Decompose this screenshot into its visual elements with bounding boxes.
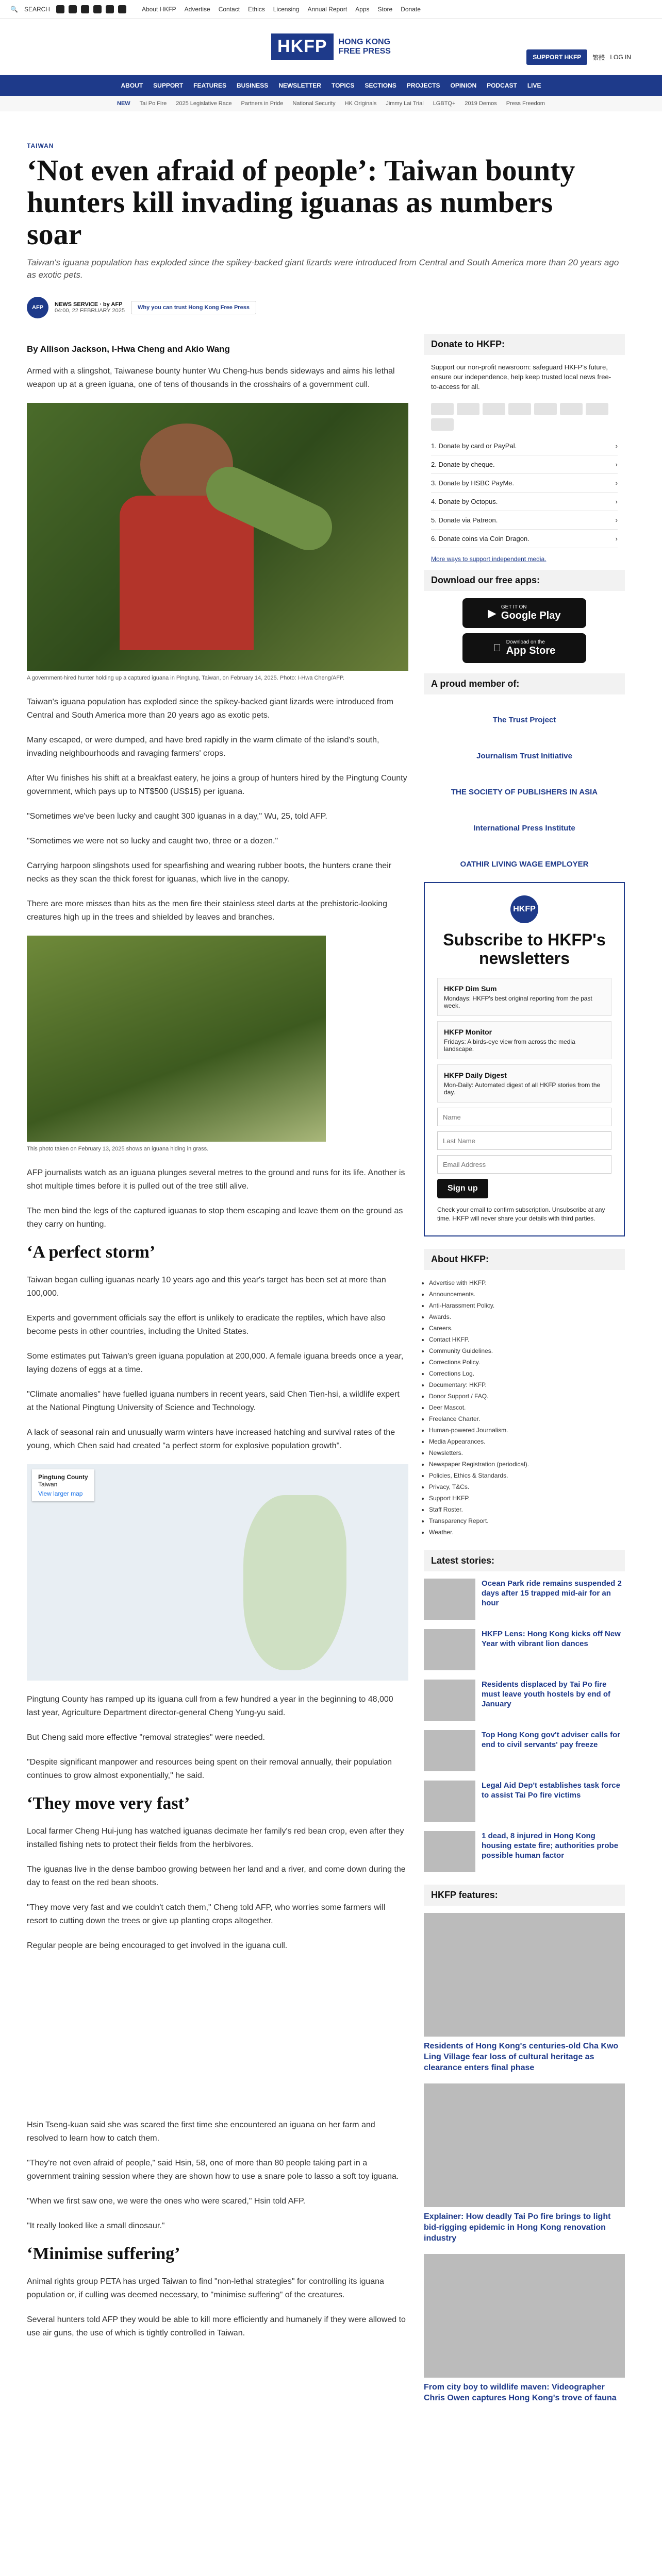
article-meta: [27, 297, 656, 318]
subnav-item[interactable]: 2025 Legislative Race: [176, 100, 232, 107]
feature-title: Explainer: How deadly Tai Po fire brings to light bid-rigging epidemic in Hong Kong renovation industry: [424, 2212, 611, 2243]
donate-option-label: 1. Donate by card or PayPal.: [431, 442, 517, 450]
newsletter-option-desc: Mondays: HKFP's best original reporting from the past week.: [444, 995, 592, 1009]
latest-story[interactable]: [424, 1579, 625, 1620]
latest-story[interactable]: [424, 1730, 625, 1771]
donate-option[interactable]: [431, 530, 618, 548]
nav-item[interactable]: PROJECTS: [406, 82, 440, 89]
paragraph: "They move very fast and we couldn't catch them," Cheng told AFP, who worries some farmers will resort to cutting down the trees or give up planting crops altogether.: [27, 1903, 386, 1925]
astore-small: Download on the: [502, 639, 541, 645]
nav-item[interactable]: NEWSLETTER: [278, 82, 321, 89]
nav-item[interactable]: BUSINESS: [236, 82, 269, 89]
search-icon[interactable]: 🔍: [10, 5, 18, 13]
donate-option-label: 3. Donate by HSBC PayMe.: [431, 479, 515, 487]
newsletter-option[interactable]: [437, 978, 611, 1016]
newsletter-option-title: HKFP Daily Digest: [444, 1071, 507, 1079]
about-link[interactable]: • Anti-Harassment Policy.: [429, 1300, 625, 1311]
paragraph: "When we first saw one, we were the ones who were scared," Hsin told AFP.: [27, 2197, 306, 2206]
article-tag[interactable]: TAIWAN: [27, 142, 54, 149]
paragraph: Taiwan's iguana population has exploded since the spikey-backed giant lizards were introduced from Central and South America more than 20 years ago as exotic pets.: [27, 698, 394, 720]
about-link[interactable]: • Donor Support / FAQ.: [429, 1391, 625, 1402]
top-bar: [0, 0, 662, 19]
gplay-small: GET IT ON: [501, 604, 527, 610]
latest-story[interactable]: [424, 1781, 625, 1822]
about-link[interactable]: • Advertise with HKFP.: [429, 1277, 625, 1289]
about-link[interactable]: • Freelance Charter.: [429, 1413, 625, 1425]
chevron-right-icon: ›: [615, 442, 618, 450]
latest-story[interactable]: [424, 1831, 625, 1872]
support-button[interactable]: SUPPORT HKFP: [526, 49, 587, 65]
about-link[interactable]: • Careers.: [429, 1323, 625, 1334]
paragraph: Taiwan began culling iguanas nearly 10 years ago and this year's target has been set at more than 100,000.: [27, 1276, 386, 1298]
main-nav: [0, 75, 662, 96]
applepay-icon: [534, 403, 557, 415]
meta-date: 04:00, 22 FEBRUARY 2025: [55, 308, 125, 314]
logo-line-2: FREE PRESS: [338, 46, 391, 56]
paragraph: Several hunters told AFP they would be able to kill more efficiently and humanely if they were allowed to use air guns, the use of which is tightly controlled in Taiwan.: [27, 2315, 406, 2337]
login-link[interactable]: LOG IN: [610, 54, 631, 61]
apple-icon: [493, 642, 501, 654]
amex-icon: [508, 403, 531, 415]
about-link[interactable]: • Corrections Policy.: [429, 1357, 625, 1368]
latest-heading: Latest stories:: [424, 1550, 625, 1571]
chevron-right-icon: ›: [615, 516, 618, 524]
chevron-right-icon: ›: [615, 498, 618, 505]
payment-icons: [424, 403, 625, 431]
chevron-right-icon: ›: [615, 461, 618, 468]
googlepay-icon: [560, 403, 583, 415]
feature-story[interactable]: [424, 2083, 625, 2244]
subnav-item[interactable]: HK Originals: [344, 100, 377, 107]
about-link[interactable]: • Transparency Report.: [429, 1515, 625, 1527]
paypal-icon: [483, 403, 505, 415]
paragraph: "Sometimes we were not so lucky and caught two, three or a dozen.": [27, 837, 278, 845]
donate-more-link[interactable]: More ways to support independent media.: [431, 555, 547, 563]
paragraph: Local farmer Cheng Hui-jung has watched iguanas decimate her family's red bean crop, even after they installed fishing nets to protect their fields from the herbivores.: [27, 1827, 404, 1849]
linkedin-icon[interactable]: [118, 5, 126, 13]
instagram-icon[interactable]: [81, 5, 89, 13]
trust-button[interactable]: Why you can trust Hong Kong Free Press: [131, 301, 256, 314]
subnav-item[interactable]: Jimmy Lai Trial: [386, 100, 424, 107]
iguana-grass-photo: [27, 936, 326, 1142]
social-icons: [56, 5, 126, 13]
nav-item[interactable]: SECTIONS: [365, 82, 396, 89]
subnav-item[interactable]: LGBTQ+: [433, 100, 456, 107]
member-heading: A proud member of:: [424, 673, 625, 694]
story-thumbnail: [424, 1730, 475, 1771]
paragraph: The men bind the legs of the captured iguanas to stop them escaping and leave them on the ground as they carry on hunting.: [27, 1207, 403, 1229]
story-thumbnail: [424, 1579, 475, 1620]
search-link[interactable]: SEARCH: [24, 5, 50, 13]
ad-space: [27, 1964, 408, 2119]
story-thumbnail: [424, 1831, 475, 1872]
about-link[interactable]: • Newsletters.: [429, 1447, 625, 1459]
story-title: HKFP Lens: Hong Kong kicks off New Year with vibrant lion dances: [482, 1630, 621, 1648]
iguana-hunter-photo: [27, 403, 408, 671]
top-link[interactable]: Donate: [401, 5, 421, 13]
google-play-icon: ▶: [488, 607, 496, 619]
logo-line-1: HONG KONG: [338, 37, 391, 46]
paragraph: Regular people are being encouraged to get involved in the iguana cull.: [27, 1941, 288, 1950]
paragraph: Many escaped, or were dumped, and have bred rapidly in the warm climate of the island's south, invading neighbourhoods and ravaging farmers' crops.: [27, 736, 379, 758]
facebook-icon[interactable]: [56, 5, 64, 13]
article-standfirst: Taiwan's iguana population has exploded since the spikey-backed giant lizards were introduced from Central and South America more than 20 years ago as exotic pets.: [27, 258, 619, 280]
newsletter-option-desc: Mon-Daily: Automated digest of all HKFP stories from the day.: [444, 1081, 601, 1096]
paragraph: "It really looked like a small dinosaur.": [27, 2222, 165, 2230]
nav-item[interactable]: LIVE: [527, 82, 541, 89]
payme-icon: [431, 418, 454, 431]
member-logo[interactable]: THE SOCIETY OF PUBLISHERS IN ASIA: [451, 787, 598, 796]
masthead: [0, 19, 662, 75]
newsletter-box: [424, 882, 625, 1236]
paragraph: There are more misses than hits as the men fire their stainless steel darts at the prehistoric-looking creatures high up in the trees and shielded by leaves and branches.: [27, 900, 387, 922]
threads-icon[interactable]: [93, 5, 102, 13]
donate-option-label: 2. Donate by cheque.: [431, 461, 495, 468]
about-link[interactable]: • Privacy, T&Cs.: [429, 1481, 625, 1493]
donate-option-label: 4. Donate by Octopus.: [431, 498, 498, 505]
last-name-input[interactable]: Last Name: [437, 1131, 611, 1150]
feature-title: From city boy to wildlife maven: Videographer Chris Owen captures Hong Kong's trove of fauna: [424, 2383, 617, 2402]
visa-icon: [457, 403, 479, 415]
meta-author[interactable]: NEWS SERVICE · by AFP: [55, 301, 123, 308]
donate-heading: Donate to HKFP:: [424, 334, 625, 355]
donate-option[interactable]: [431, 455, 618, 474]
map-title: Pingtung County: [38, 1473, 88, 1481]
paragraph: A lack of seasonal rain and unusually warm winters have increased hatching and survival rates of the young, which Chen said had created "a perfect storm for explosive population growth".: [27, 1428, 395, 1450]
feature-title: Residents of Hong Kong's centuries-old Cha Kwo Ling Village fear loss of cultural heritage as clearance enters final phase: [424, 2042, 619, 2072]
nav-item[interactable]: FEATURES: [193, 82, 226, 89]
feature-image: [424, 1913, 625, 2037]
feature-story[interactable]: [424, 2254, 625, 2403]
apps-heading: Download our free apps:: [424, 570, 625, 591]
donate-option[interactable]: [431, 493, 618, 511]
latest-story[interactable]: [424, 1629, 625, 1670]
unionpay-icon: [586, 403, 608, 415]
story-thumbnail: [424, 1629, 475, 1670]
about-link[interactable]: • Awards.: [429, 1311, 625, 1323]
about-link[interactable]: • Community Guidelines.: [429, 1345, 625, 1357]
about-link[interactable]: • Staff Roster.: [429, 1504, 625, 1515]
google-play-button[interactable]: [462, 598, 586, 628]
paragraph: After Wu finishes his shift at a breakfast eatery, he joins a group of hunters hired by the Pingtung County government, which pays up to NT$500 (US$15) per iguana.: [27, 774, 407, 796]
paragraph: AFP journalists watch as an iguana plunges several metres to the ground and runs for its life. Another is shot multiple times before it is pulled out of the tree still alive.: [27, 1168, 405, 1191]
donate-option-label: 5. Donate via Patreon.: [431, 516, 498, 524]
subheading: ‘Minimise suffering’: [27, 2244, 180, 2263]
story-thumbnail: [424, 1680, 475, 1721]
photo-caption: A government-hired hunter holding up a captured iguana in Pingtung, Taiwan, on February 14, 2025. Photo: I-Hwa Cheng/AFP.: [27, 675, 344, 681]
paragraph: "They're not even afraid of people," said Hsin, 58, one of more than 80 people taking part in a government training session where they are shown how to use a snare pole to lasso a soft toy iguana.: [27, 2159, 399, 2181]
paragraph: Hsin Tseng-kuan said she was scared the first time she encountered an iguana on her farm and resolved to learn how to catch them.: [27, 2121, 375, 2143]
story-title: Ocean Park ride remains suspended 2 days after 15 trapped mid-air for an hour: [482, 1579, 622, 1607]
paragraph: Animal rights group PETA has urged Taiwan to find "non-lethal strategies" for controlling its iguana population or, if culling was deemed necessary, to "minimise suffering" of the creatures.: [27, 2277, 384, 2299]
paragraph: Armed with a slingshot, Taiwanese bounty hunter Wu Cheng-hus bends sideways and aims his lethal weapon up at a green iguana, one of tens of thousands in the crosshairs of a government cull.: [27, 367, 395, 389]
nav-item[interactable]: OPINION: [450, 82, 477, 89]
about-link[interactable]: • Support HKFP.: [429, 1493, 625, 1504]
nav-item[interactable]: ABOUT: [121, 82, 143, 89]
paragraph: "Despite significant manpower and resources being spent on their removal annually, their population continues to grow almost exponentially," he said.: [27, 1758, 392, 1780]
photo-caption: This photo taken on February 13, 2025 shows an iguana hiding in grass.: [27, 1146, 209, 1152]
mastercard-icon: [431, 403, 454, 415]
paragraph: "Sometimes we've been lucky and caught 300 iguanas in a day," Wu, 25, told AFP.: [27, 812, 327, 821]
about-link[interactable]: • Documentary: HKFP.: [429, 1379, 625, 1391]
top-link[interactable]: Ethics: [248, 5, 265, 13]
new-label: NEW: [117, 100, 130, 107]
story-title: Top Hong Kong gov't adviser calls for end to civil servants' pay freeze: [482, 1731, 621, 1749]
subnav-item[interactable]: Partners in Pride: [241, 100, 284, 107]
about-link[interactable]: • Weather.: [429, 1527, 625, 1538]
latest-story[interactable]: [424, 1680, 625, 1721]
map-larger-link[interactable]: View larger map: [38, 1490, 83, 1497]
member-logo[interactable]: Journalism Trust Initiative: [476, 751, 572, 760]
member-logo[interactable]: International Press Institute: [473, 823, 575, 833]
donate-text: Support our non-profit newsroom: safeguard HKFP's future, ensure our independence, help keep trusted local news free-to-access for all.: [431, 363, 611, 391]
paragraph: Experts and government officials say the effort is unlikely to eradicate the reptiles, which have also become pests in other countries, including the United States.: [27, 1314, 386, 1336]
logo-mark: HKFP: [271, 33, 334, 60]
newsletter-option[interactable]: [437, 1064, 611, 1103]
feature-image: [424, 2254, 625, 2378]
app-store-button[interactable]: [462, 633, 586, 663]
donate-option[interactable]: [431, 474, 618, 493]
story-thumbnail: [424, 1781, 475, 1822]
youtube-icon[interactable]: [106, 5, 114, 13]
hkfp-logo[interactable]: [271, 33, 391, 60]
top-link[interactable]: Contact: [218, 5, 240, 13]
feature-story[interactable]: [424, 1913, 625, 2073]
first-name-input[interactable]: Name: [437, 1108, 611, 1126]
story-title: Legal Aid Dep't establishes task force to assist Tai Po fire victims: [482, 1781, 620, 1800]
donate-option[interactable]: [431, 437, 618, 455]
sidebar: [424, 334, 625, 2414]
story-title: Residents displaced by Tai Po fire must leave youth hostels by end of January: [482, 1680, 611, 1708]
byline: By Allison Jackson, I-Hwa Cheng and Akio Wang: [27, 344, 230, 354]
chevron-right-icon: ›: [615, 479, 618, 487]
afp-avatar: AFP: [27, 297, 48, 318]
about-list: [424, 1277, 625, 1538]
subnav-item[interactable]: National Security: [292, 100, 336, 107]
about-link[interactable]: • Contact HKFP.: [429, 1334, 625, 1345]
top-link[interactable]: Licensing: [273, 5, 300, 13]
about-link[interactable]: • Policies, Ethics & Standards.: [429, 1470, 625, 1481]
subnav-item[interactable]: 2019 Demos: [465, 100, 497, 107]
about-link[interactable]: • Media Appearances.: [429, 1436, 625, 1447]
paragraph: Carrying harpoon slingshots used for spearfishing and wearing rubber boots, the hunters crane their necks as they scan the thick forest for iguanas, which live in the canopy.: [27, 861, 392, 884]
nav-item[interactable]: SUPPORT: [153, 82, 184, 89]
about-heading: About HKFP:: [424, 1249, 625, 1270]
top-link[interactable]: Store: [377, 5, 393, 13]
hkfp-badge-icon: HKFP: [510, 895, 538, 923]
about-link[interactable]: • Corrections Log.: [429, 1368, 625, 1379]
member-logo[interactable]: OATHIR LIVING WAGE EMPLOYER: [460, 859, 589, 869]
donate-option[interactable]: [431, 511, 618, 530]
about-link[interactable]: • Announcements.: [429, 1289, 625, 1300]
newsletter-option[interactable]: [437, 1021, 611, 1059]
about-link[interactable]: • Newspaper Registration (periodical).: [429, 1459, 625, 1470]
top-link[interactable]: Advertise: [184, 5, 210, 13]
map-subtitle: Taiwan: [38, 1481, 58, 1488]
gplay-label: Google Play: [501, 610, 561, 621]
features-heading: HKFP features:: [424, 1885, 625, 1906]
astore-label: App Store: [502, 645, 552, 656]
sub-nav: [0, 96, 662, 111]
top-link[interactable]: Annual Report: [307, 5, 347, 13]
member-logo[interactable]: The Trust Project: [492, 715, 556, 724]
language-link[interactable]: 繁體: [592, 54, 605, 61]
newsletter-option-desc: Fridays: A birds-eye view from across the media landscape.: [444, 1038, 575, 1053]
newsletter-heading: Subscribe to HKFP's newsletters: [443, 930, 606, 968]
newsletter-option-title: HKFP Dim Sum: [444, 985, 497, 993]
signup-button[interactable]: Sign up: [437, 1179, 488, 1198]
paragraph: Some estimates put Taiwan's green iguana population at 200,000. A female iguana breeds once a year, laying dozens of eggs at a time.: [27, 1352, 404, 1374]
about-link[interactable]: • Human-powered Journalism.: [429, 1425, 625, 1436]
donate-option-label: 6. Donate coins via Coin Dragon.: [431, 535, 529, 543]
about-link[interactable]: • Deer Mascot.: [429, 1402, 625, 1413]
story-title: 1 dead, 8 injured in Hong Kong housing estate fire; authorities probe possible human factor: [482, 1832, 619, 1860]
subnav-item[interactable]: Press Freedom: [506, 100, 545, 107]
subheading: ‘They move very fast’: [27, 1794, 190, 1813]
chevron-right-icon: ›: [615, 535, 618, 543]
subheading: ‘A perfect storm’: [27, 1243, 156, 1262]
top-link[interactable]: About HKFP: [141, 5, 176, 13]
newsletter-note: Check your email to confirm subscription. Unsubscribe at any time. HKFP will never share your details with third parties.: [437, 1206, 605, 1222]
paragraph: "Climate anomalies" have fuelled iguana numbers in recent years, said Chen Tien-hsi, a wildlife expert at the National Pingtung University of Science and Technology.: [27, 1390, 400, 1412]
top-links: [142, 6, 421, 13]
paragraph: But Cheng said more effective "removal strategies" were needed.: [27, 1733, 265, 1742]
paragraph: Pingtung County has ramped up its iguana cull from a few hundred a year in the beginning to 48,000 last year, Agriculture Department director-general Cheng Yung-yu said.: [27, 1695, 393, 1717]
x-icon[interactable]: [69, 5, 77, 13]
nav-item[interactable]: TOPICS: [331, 82, 355, 89]
email-input[interactable]: Email Address: [437, 1155, 611, 1174]
article-title: ‘Not even afraid of people’: Taiwan bounty hunters kill invading iguanas as numbers soar: [27, 154, 575, 251]
nav-item[interactable]: PODCAST: [487, 82, 517, 89]
embedded-map[interactable]: [27, 1464, 408, 1681]
subnav-item[interactable]: Tai Po Fire: [139, 100, 167, 107]
paragraph: The iguanas live in the dense bamboo growing between her land and a river, and come down during the day to feast on the red bean shoots.: [27, 1865, 406, 1887]
newsletter-option-title: HKFP Monitor: [444, 1028, 492, 1036]
feature-image: [424, 2083, 625, 2207]
top-link[interactable]: Apps: [355, 5, 370, 13]
article-body: [6, 334, 408, 2414]
